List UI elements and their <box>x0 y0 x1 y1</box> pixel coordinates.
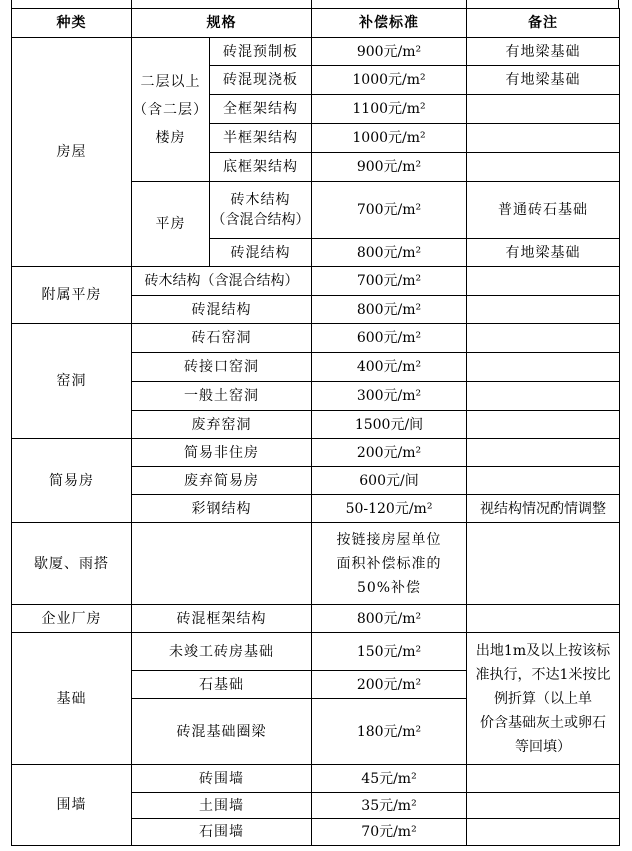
spec-cell: 半框架结构 <box>210 124 312 153</box>
note-cell: 视结构情况酌情调整 <box>467 495 620 523</box>
header-standard: 补偿标准 <box>312 9 467 38</box>
spec-cell: 废弃简易房 <box>132 467 312 495</box>
note-cell <box>467 523 620 605</box>
standard-cell <box>312 523 467 605</box>
note-cell <box>467 819 620 846</box>
category-annex: 附属平房 <box>12 267 132 324</box>
spec-cell: 底框架结构 <box>210 153 312 182</box>
note-cell <box>467 382 620 411</box>
note-cell <box>467 296 620 324</box>
note-cell <box>467 95 620 124</box>
spec-cell: 砖混现浇板 <box>210 66 312 95</box>
note-line4: 价含基础灰土或卵石 <box>480 714 606 731</box>
note-cell: 有地梁基础 <box>467 239 620 267</box>
standard-cell: 800元/m² <box>312 239 467 267</box>
table-row <box>12 765 620 793</box>
category-house: 房屋 <box>12 38 132 267</box>
standard-cell: 600元/m² <box>312 324 467 353</box>
header-category: 种类 <box>12 9 132 38</box>
note-cell <box>467 153 620 182</box>
spec-line2: （含混合结构） <box>211 212 310 228</box>
spec-cell: 砖接口窑洞 <box>132 353 312 382</box>
standard-cell: 800元/m² <box>312 296 467 324</box>
note-cell <box>467 605 620 633</box>
note-cell <box>467 267 620 296</box>
standard-cell: 200元/m² <box>312 439 467 467</box>
category-simple: 简易房 <box>12 439 132 523</box>
standard-cell: 400元/m² <box>312 353 467 382</box>
note-cell <box>467 439 620 467</box>
std-line3: 50%补偿 <box>356 579 422 596</box>
table-row <box>12 267 620 296</box>
standard-cell: 600元/间 <box>312 467 467 495</box>
category-cave: 窑洞 <box>12 324 132 439</box>
multi-label-line3: 楼房 <box>155 129 186 146</box>
note-cell: 有地梁基础 <box>467 38 620 66</box>
note-cell: 普通砖石基础 <box>467 182 620 239</box>
note-cell <box>467 467 620 495</box>
note-cell <box>467 765 620 793</box>
table-row <box>12 605 620 633</box>
table-row <box>12 324 620 353</box>
standard-cell: 900元/m² <box>312 38 467 66</box>
standard-cell: 900元/m² <box>312 153 467 182</box>
spec-cell: 砖围墙 <box>132 765 312 793</box>
header-spec: 规格 <box>132 9 312 38</box>
spec-cell: 全框架结构 <box>210 95 312 124</box>
spec-cell: 砖混结构 <box>210 239 312 267</box>
note-cell <box>467 124 620 153</box>
standard-cell: 200元/m² <box>312 671 467 699</box>
standard-cell: 1100元/m² <box>312 95 467 124</box>
standard-cell: 50-120元/m² <box>312 495 467 523</box>
note-cell <box>467 793 620 819</box>
spec-cell: 石围墙 <box>132 819 312 846</box>
top-border-marks <box>11 0 619 8</box>
standard-cell: 700元/m² <box>312 182 467 239</box>
standard-cell: 180元/m² <box>312 699 467 765</box>
standard-cell: 1000元/m² <box>312 124 467 153</box>
note-cell: 有地梁基础 <box>467 66 620 95</box>
table-row <box>12 38 620 66</box>
standard-cell: 800元/m² <box>312 605 467 633</box>
spec-cell: 砖混预制板 <box>210 38 312 66</box>
spec-cell <box>210 182 312 239</box>
note-cell <box>467 324 620 353</box>
spec-line1: 砖木结构 <box>230 192 291 208</box>
spec-cell: 一般土窑洞 <box>132 382 312 411</box>
std-line2: 面积补偿标准的 <box>336 555 442 572</box>
note-line5: 等回填） <box>515 738 571 755</box>
spec-cell: 砖混框架结构 <box>132 605 312 633</box>
spec-cell: 砖石窑洞 <box>132 324 312 353</box>
table-row <box>12 439 620 467</box>
spec-cell: 未竣工砖房基础 <box>132 633 312 671</box>
category-shed: 歇厦、雨搭 <box>12 523 132 605</box>
category-factory: 企业厂房 <box>12 605 132 633</box>
table-row <box>12 523 620 605</box>
flat-house-label: 平房 <box>132 182 210 267</box>
spec-cell: 石基础 <box>132 671 312 699</box>
spec-cell: 土围墙 <box>132 793 312 819</box>
standard-cell: 1500元/间 <box>312 411 467 439</box>
standard-cell: 1000元/m² <box>312 66 467 95</box>
spec-cell: 砖混结构 <box>132 296 312 324</box>
spec-cell: 砖混基础圈梁 <box>132 699 312 765</box>
foundation-note <box>467 633 620 765</box>
note-line1: 出地1m及以上按该标 <box>475 642 611 659</box>
spec-cell: 简易非住房 <box>132 439 312 467</box>
header-note: 备注 <box>467 9 620 38</box>
standard-cell: 700元/m² <box>312 267 467 296</box>
spec-cell <box>132 523 312 605</box>
header-row <box>12 9 620 38</box>
multi-label-line1: 二层以上 <box>140 73 201 90</box>
spec-cell: 砖木结构（含混合结构） <box>132 267 312 296</box>
standard-cell: 150元/m² <box>312 633 467 671</box>
spec-cell: 彩钢结构 <box>132 495 312 523</box>
note-line2: 准执行，不达1米按比 <box>475 666 611 683</box>
compensation-table <box>11 8 620 846</box>
note-cell <box>467 411 620 439</box>
standard-cell: 45元/m² <box>312 765 467 793</box>
note-line3: 例折算（以上单 <box>494 690 592 707</box>
standard-cell: 70元/m² <box>312 819 467 846</box>
table-row <box>12 633 620 671</box>
standard-cell: 300元/m² <box>312 382 467 411</box>
compensation-table-wrapper <box>11 8 620 846</box>
category-wall: 围墙 <box>12 765 132 846</box>
std-line1: 按链接房屋单位 <box>336 531 442 548</box>
multi-label-line2: （含二层） <box>133 101 208 118</box>
multi-storey-label <box>132 38 210 182</box>
standard-cell: 35元/m² <box>312 793 467 819</box>
category-foundation: 基础 <box>12 633 132 765</box>
note-cell <box>467 353 620 382</box>
spec-cell: 废弃窑洞 <box>132 411 312 439</box>
